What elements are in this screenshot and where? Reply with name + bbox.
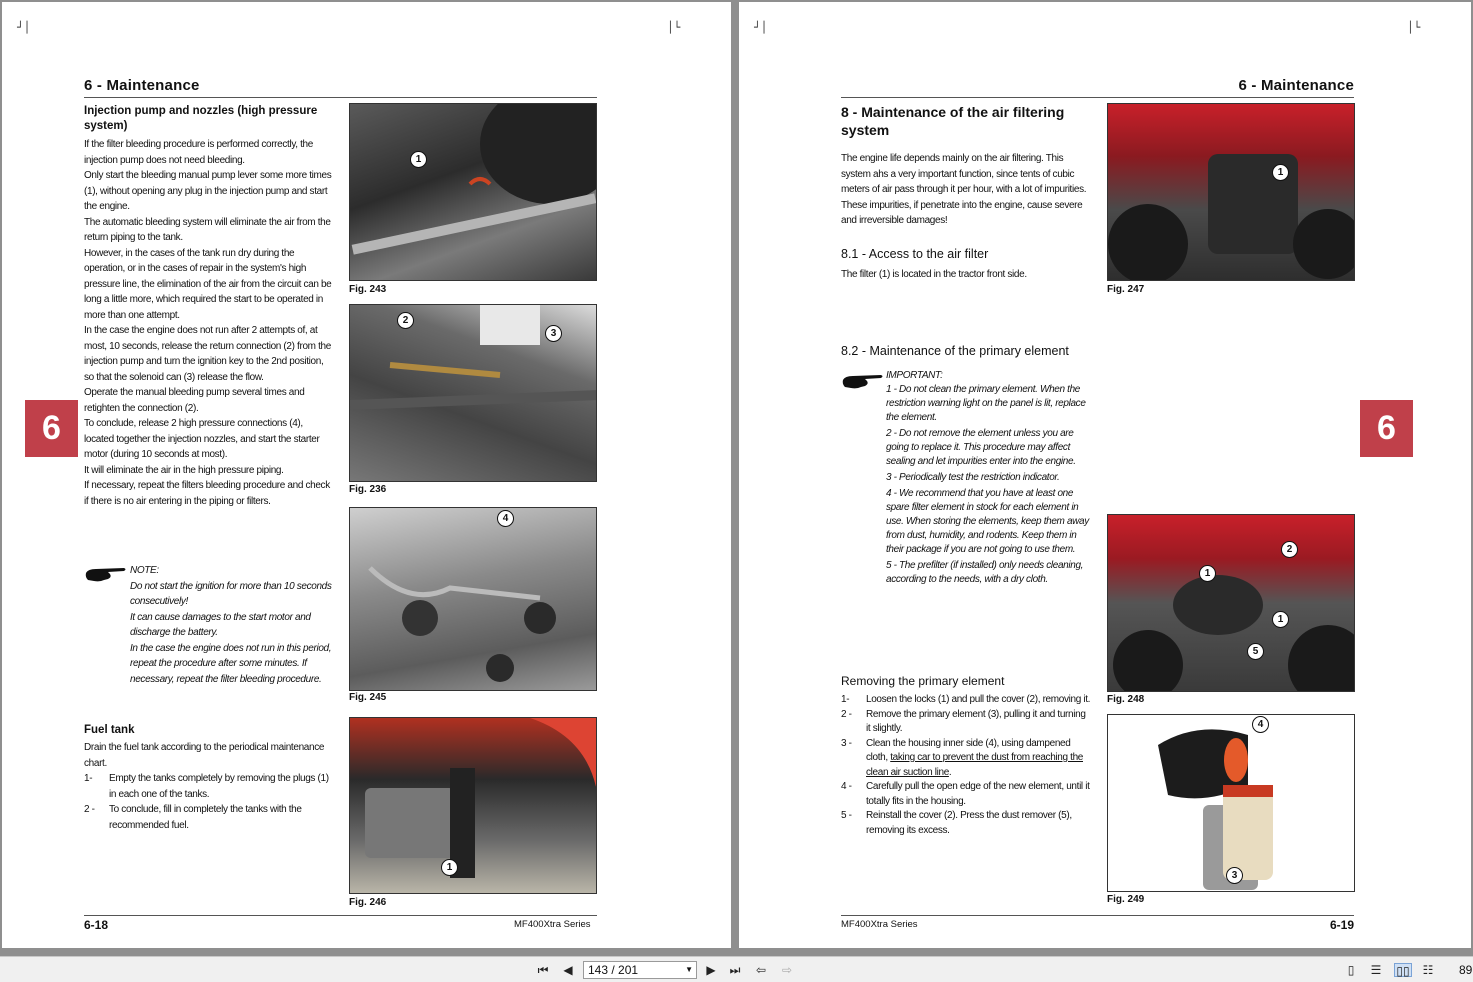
figure-image — [1107, 103, 1355, 281]
text-column — [84, 104, 334, 509]
list-item — [841, 693, 1091, 708]
section-body — [841, 151, 1091, 229]
chapter-tab: 6 — [25, 400, 78, 457]
figure-caption: Fig. 246 — [349, 897, 387, 908]
paragraph: Drain the fuel tank according to the periodical maintenance chart. — [84, 742, 325, 769]
section-title: 8 - Maintenance of the air filtering system — [841, 104, 1065, 138]
paragraph: The filter (1) is located in the tractor front side. — [841, 268, 1027, 280]
list-item — [84, 802, 334, 833]
paragraph: In the case the engine does not run after 2 attempts of, at most, 10 seconds, release the return connection (2) from the injection pump and turn the ignition key to the 2nd position, so that the solenoid can (3) release the flow. — [84, 325, 331, 383]
callout-marker: 1 — [1199, 565, 1216, 582]
pointing-hand-icon — [841, 372, 885, 392]
paragraph: If the filter bleeding procedure is performed correctly, the injection pump does not need bleeding. — [84, 139, 313, 166]
step-number: 2 - — [841, 708, 852, 720]
step-text: To conclude, fill in completely the tanks with the recommended fuel. — [109, 804, 302, 831]
list-item — [84, 771, 334, 802]
facing-pages-view-icon[interactable]: ▯▯ — [1394, 963, 1412, 977]
crop-mark: ┘│ — [754, 21, 768, 34]
paragraph: However, in the cases of the tank run dry during the operation, or in the cases of repair in the system's high pressure line, the elimination of the air from the circuit can be long a little more, which required the start to be operated in more than one attempt. — [84, 247, 332, 321]
right-page — [739, 2, 1471, 948]
step-text-part: Clean the housing inner side (4), using dampened cloth, — [866, 737, 1071, 763]
callout-marker: 5 — [1247, 643, 1264, 660]
list-item — [841, 737, 1091, 781]
step-number: 1- — [84, 773, 93, 784]
callout-marker: 3 — [545, 325, 562, 342]
next-page-icon[interactable]: ▶ — [706, 963, 716, 977]
step-text: Empty the tanks completely by removing the plugs (1) in each one of the tanks. — [109, 773, 329, 800]
steps-list — [841, 693, 1091, 838]
next-view-icon[interactable]: ⇨ — [781, 963, 793, 977]
important-item: 4 - We recommend that you have at least one spare filter element in stock for each element in use. When storing the elements, keep them away from dust, humidity, and rodents. Keep them in their package if you are not going to use them. — [886, 488, 1089, 555]
text-column — [841, 103, 1091, 282]
filter-element-photo — [1108, 715, 1355, 892]
page-number: 6-18 — [84, 918, 109, 932]
paragraph: These impurities, if penetrate into the engine, cause severe and irreversible damages! — [841, 199, 1083, 226]
figure-image — [1107, 714, 1355, 892]
step-number: 3 - — [841, 737, 852, 749]
callout-marker: 1 — [1272, 611, 1289, 628]
figure-image — [349, 103, 597, 281]
section-body — [84, 740, 334, 833]
step-text-part: . — [948, 766, 952, 778]
header-rule — [841, 97, 1354, 98]
last-page-icon[interactable]: ⏭ — [729, 963, 741, 977]
paragraph: To conclude, release 2 high pressure connections (4), located together the injection nozzles, and start the starter motor (during 10 seconds at most). — [84, 418, 320, 460]
air-filter-photo — [1108, 515, 1355, 692]
step-number: 4 - — [841, 781, 852, 792]
figure-image — [349, 717, 597, 894]
page-header: 6 - Maintenance — [1238, 77, 1354, 94]
step-text — [866, 737, 1091, 781]
important-block — [886, 369, 1091, 587]
note-line: In the case the engine does not run in this period, repeat the procedure after some minutes. If necessary, repeat the filter bleeding procedure. — [130, 642, 332, 685]
previous-page-icon[interactable]: ◀ — [563, 963, 573, 977]
fuel-tank-photo — [350, 718, 597, 894]
crop-mark: ┘│ — [17, 21, 31, 34]
step-number: 2 - — [84, 804, 95, 815]
page-number-input[interactable] — [583, 961, 697, 979]
subsection-title: Removing the primary element — [841, 674, 1005, 688]
important-item: 2 - Do not remove the element unless you are going to replace it. This procedure may affect sealing and let impurities enter into the engine. — [886, 428, 1076, 467]
crop-mark: │└ — [1407, 21, 1421, 34]
figure-caption: Fig. 245 — [349, 692, 387, 703]
single-page-view-icon[interactable]: ▯ — [1347, 963, 1355, 977]
figure-caption: Fig. 248 — [1107, 694, 1145, 705]
previous-view-icon[interactable]: ⇦ — [755, 963, 767, 977]
fuel-tank-section — [84, 723, 334, 833]
callout-marker: 1 — [1272, 164, 1289, 181]
removing-section — [841, 674, 1091, 838]
figure-caption: Fig. 236 — [349, 484, 387, 495]
important-item: 3 - Periodically test the restriction indicator. — [886, 472, 1060, 483]
figure-image — [349, 304, 597, 482]
important-item: 5 - The prefilter (if installed) only needs cleaning, according to the needs, with a dry cloth. — [886, 560, 1084, 585]
left-page — [2, 2, 731, 948]
continuous-facing-view-icon[interactable]: ☷ — [1422, 963, 1434, 977]
figure-image — [1107, 514, 1355, 692]
viewer-toolbar — [0, 956, 1473, 982]
note-line: Do not start the ignition for more than 10 seconds consecutively! — [130, 580, 332, 607]
step-text: Loosen the locks (1) and pull the cover (2), removing it. — [866, 694, 1091, 705]
subsection-title: 8.2 - Maintenance of the primary element — [841, 344, 1069, 358]
pointing-hand-icon — [84, 565, 128, 585]
series-label: MF400Xtra Series — [514, 919, 591, 930]
footer-rule — [841, 915, 1354, 916]
paragraph: The automatic bleeding system will eliminate the air from the return piping to the tank. — [84, 216, 331, 243]
list-item — [841, 780, 1091, 809]
important-item: 1 - Do not clean the primary element. When the restriction warning light on the panel is lit, replace the element. — [886, 384, 1086, 423]
paragraph: If necessary, repeat the filters bleeding procedure and check if there is no air entering in the piping or filters. — [84, 480, 330, 507]
list-item — [841, 708, 1091, 737]
header-rule — [84, 97, 597, 98]
important-label: IMPORTANT: — [886, 370, 943, 381]
step-number: 5 - — [841, 810, 852, 821]
tractor-engine-photo — [1108, 104, 1355, 281]
callout-marker: 2 — [397, 312, 414, 329]
paragraph: It will eliminate the air in the high pressure piping. — [84, 464, 284, 476]
paragraph: Only start the bleeding manual pump lever some more times (1), without opening any plug in the injection pump and start the engine. — [84, 170, 332, 212]
step-text: Reinstall the cover (2). Press the dust remover (5), removing its excess. — [866, 810, 1072, 836]
note-label: NOTE: — [130, 565, 159, 576]
note-line: It can cause damages to the start motor and discharge the battery. — [130, 611, 311, 638]
callout-marker: 1 — [441, 859, 458, 876]
section-title: Fuel tank — [84, 724, 135, 736]
first-page-icon[interactable]: ⏮ — [537, 963, 549, 977]
figure-caption: Fig. 247 — [1107, 284, 1145, 295]
figure-image — [349, 507, 597, 691]
crop-mark: │└ — [667, 21, 681, 34]
footer-rule — [84, 915, 597, 916]
underlined-text: taking car to prevent the dust from reaching the clean air suction line — [866, 752, 1083, 778]
step-text: Remove the primary element (3), pulling it and turning it slightly. — [866, 708, 1086, 734]
section-body — [84, 137, 334, 509]
callout-marker: 4 — [1252, 716, 1269, 733]
engine-photo — [350, 104, 597, 281]
figure-caption: Fig. 243 — [349, 284, 387, 295]
callout-marker: 4 — [497, 510, 514, 527]
chevron-down-icon[interactable]: ▼ — [685, 965, 693, 974]
page-number: 6-19 — [1329, 918, 1354, 932]
zoom-level[interactable]: 89 — [1459, 963, 1473, 977]
paragraph: Operate the manual bleeding pump several times and retighten the connection (2). — [84, 387, 305, 414]
continuous-view-icon[interactable]: ☰ — [1370, 963, 1382, 977]
callout-marker: 2 — [1281, 541, 1298, 558]
step-text: Carefully pull the open edge of the new element, until it totally fits in the housing. — [866, 781, 1090, 807]
paragraph: The engine life depends mainly on the air filtering. This system ahs a very important function, since tents of cubic meters of air pass through it per hour, with a lot of impurities. — [841, 153, 1087, 195]
page-header: 6 - Maintenance — [84, 77, 200, 94]
section-title: Injection pump and nozzles (high pressure system) — [84, 105, 318, 132]
subsection-title: 8.1 - Access to the air filter — [841, 246, 989, 261]
list-item — [841, 809, 1091, 838]
figure-caption: Fig. 249 — [1107, 894, 1145, 905]
note-block — [130, 563, 335, 687]
nozzle-photo — [350, 508, 597, 691]
step-number: 1- — [841, 694, 850, 705]
chapter-tab: 6 — [1360, 400, 1413, 457]
callout-marker: 1 — [410, 151, 427, 168]
series-label: MF400Xtra Series — [841, 919, 918, 930]
callout-marker: 3 — [1226, 867, 1243, 884]
page-indicator: 143 / 201 — [588, 963, 639, 977]
